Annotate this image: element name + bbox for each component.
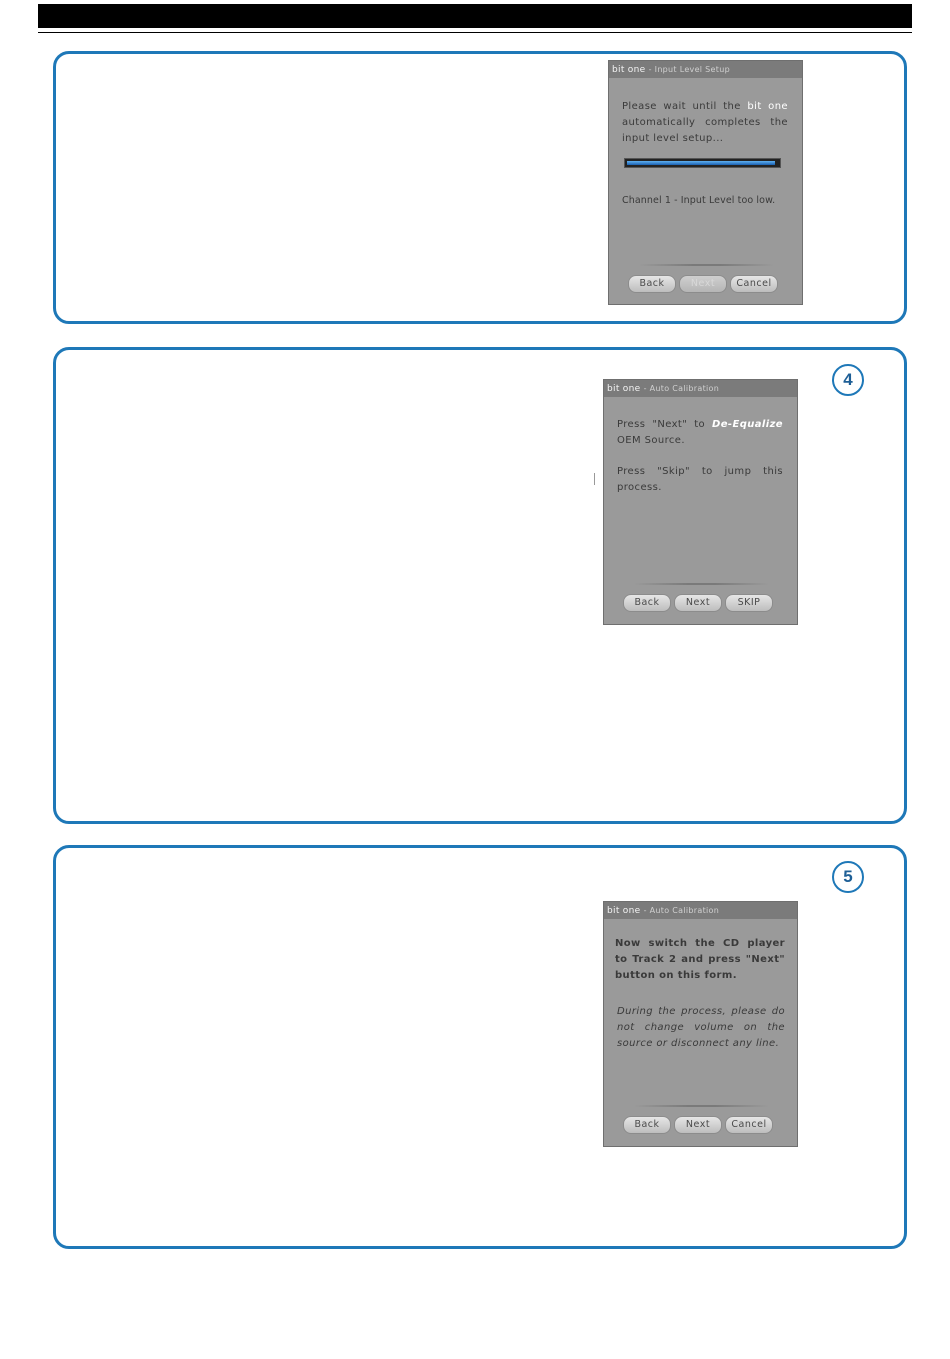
dialog-title: bit one [612,65,646,75]
button-separator [634,1105,769,1107]
skip-button[interactable]: SKIP [725,594,773,612]
status-text: Channel 1 - Input Level too low. [622,195,776,206]
dialog-message-skip: Press "Skip" to jump this process. [617,466,783,493]
dialog-subtitle: - Input Level Setup [648,65,730,74]
dialog-title: bit one [607,384,641,394]
header-bar [38,4,912,28]
panel-input-level [53,51,907,324]
dialog-titlebar [604,902,797,919]
dialog-title: bit one [607,906,641,916]
dialog-message: Please wait until the bit one automatically completes the input level setup... [622,101,788,144]
back-button[interactable]: Back [623,1116,671,1134]
dialog-auto-calibration [603,379,798,625]
dialog-warning: During the process, please do not change volume on the source or disconnect any line. [617,1006,785,1049]
back-button[interactable]: Back [623,594,671,612]
progress-fill [627,161,775,165]
next-button[interactable]: Next [679,275,727,293]
de-equalize-highlight: De-Equalize [712,419,783,430]
cancel-button[interactable]: Cancel [725,1116,773,1134]
cancel-button[interactable]: Cancel [730,275,778,293]
dialog-auto-calibration [603,901,798,1147]
step-number-badge: 5 [832,861,864,893]
panel-step-4 [53,347,907,824]
back-button[interactable]: Back [628,275,676,293]
progress-bar [624,158,781,168]
dialog-titlebar [609,61,802,78]
dialog-titlebar [604,380,797,397]
header-rule [38,32,912,33]
dialog-message: Press "Next" to De-Equalize OEM Source. [617,419,783,446]
dialog-message: Now switch the CD player to Track 2 and press "Next" button on this form. [615,938,785,981]
button-separator [634,583,769,585]
dialog-subtitle: - Auto Calibration [643,906,720,915]
brand-name: bit one [747,101,788,112]
panel-step-5 [53,845,907,1249]
next-button[interactable]: Next [674,1116,722,1134]
step-number-badge: 4 [832,364,864,396]
dialog-input-level-setup [608,60,803,305]
button-separator [639,264,774,266]
next-button[interactable]: Next [674,594,722,612]
text-cursor [594,473,595,485]
dialog-subtitle: - Auto Calibration [643,384,720,393]
